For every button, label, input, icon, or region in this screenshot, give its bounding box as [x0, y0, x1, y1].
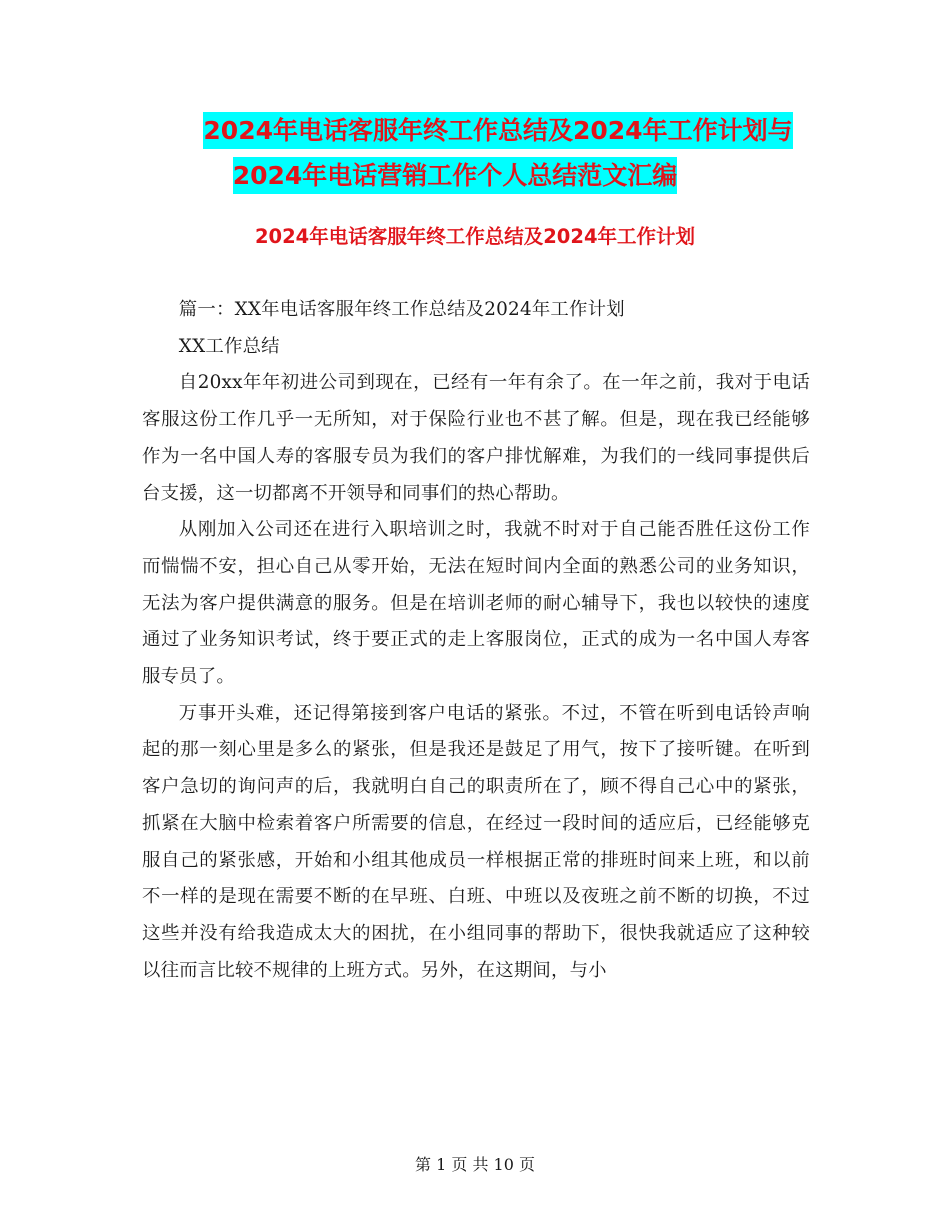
title-line-2: 2024年电话营销工作个人总结范文汇编	[233, 157, 678, 194]
paragraph-subheading: XX工作总结	[178, 335, 280, 357]
paragraph-heading: 篇一：XX年电话客服年终工作总结及2024年工作计划	[178, 299, 625, 320]
paragraph: 从刚加入公司还在进行入职培训之时，我就不时对于自己能否胜任这份工作而惴惴不安，担心自己从零开始，无法在短时间内全面的熟悉公司的业务知识，无法为客户提供满意的服务。但是在培训老师的耐心辅导下，我也以较快的速度通过了业务知识考试，终于要正式的走上客服岗位，正式的成为一名中国人寿客服专员了。	[142, 519, 810, 688]
paragraph: 万事开头难，还记得第接到客户电话的紧张。不过，不管在听到电话铃声响起的那一刻心里是多么的紧张，但是我还是鼓足了用气，按下了接听键。在听到客户急切的询问声的后，我就明白自己的职责所在了，顾不得自己心中的紧张，抓紧在大脑中检索着客户所需要的信息，在经过一段时间的适应后，已经能够克服自己的紧张感，开始和小组其他成员一样根据正常的排班时间来上班，和以前不一样的是现在需要不断的在早班、白班、中班以及夜班之前不断的切换，不过这些并没有给我造成太大的困扰，在小组同事的帮助下，很快我就适应了这种较以往而言比较不规律的上班方式。另外，在这期间，与小	[142, 702, 810, 981]
page-number-footer: 第 1 页 共 10 页	[415, 1155, 535, 1174]
document-title	[0, 108, 950, 198]
document-body	[142, 292, 810, 989]
section-title: 2024年电话客服年终工作总结及2024年工作计划	[254, 225, 696, 248]
title-line-1: 2024年电话客服年终工作总结及2024年工作计划与	[203, 112, 792, 149]
paragraph: 自20xx年年初进公司到现在，已经有一年有余了。在一年之前，我对于电话客服这份工作几乎一无所知，对于保险行业也不甚了解。但是，现在我已经能够作为一名中国人寿的客服专员为我们的客户排忧解难，为我们的一线同事提供后台支援，这一切都离不开领导和同事们的热心帮助。	[142, 372, 810, 504]
